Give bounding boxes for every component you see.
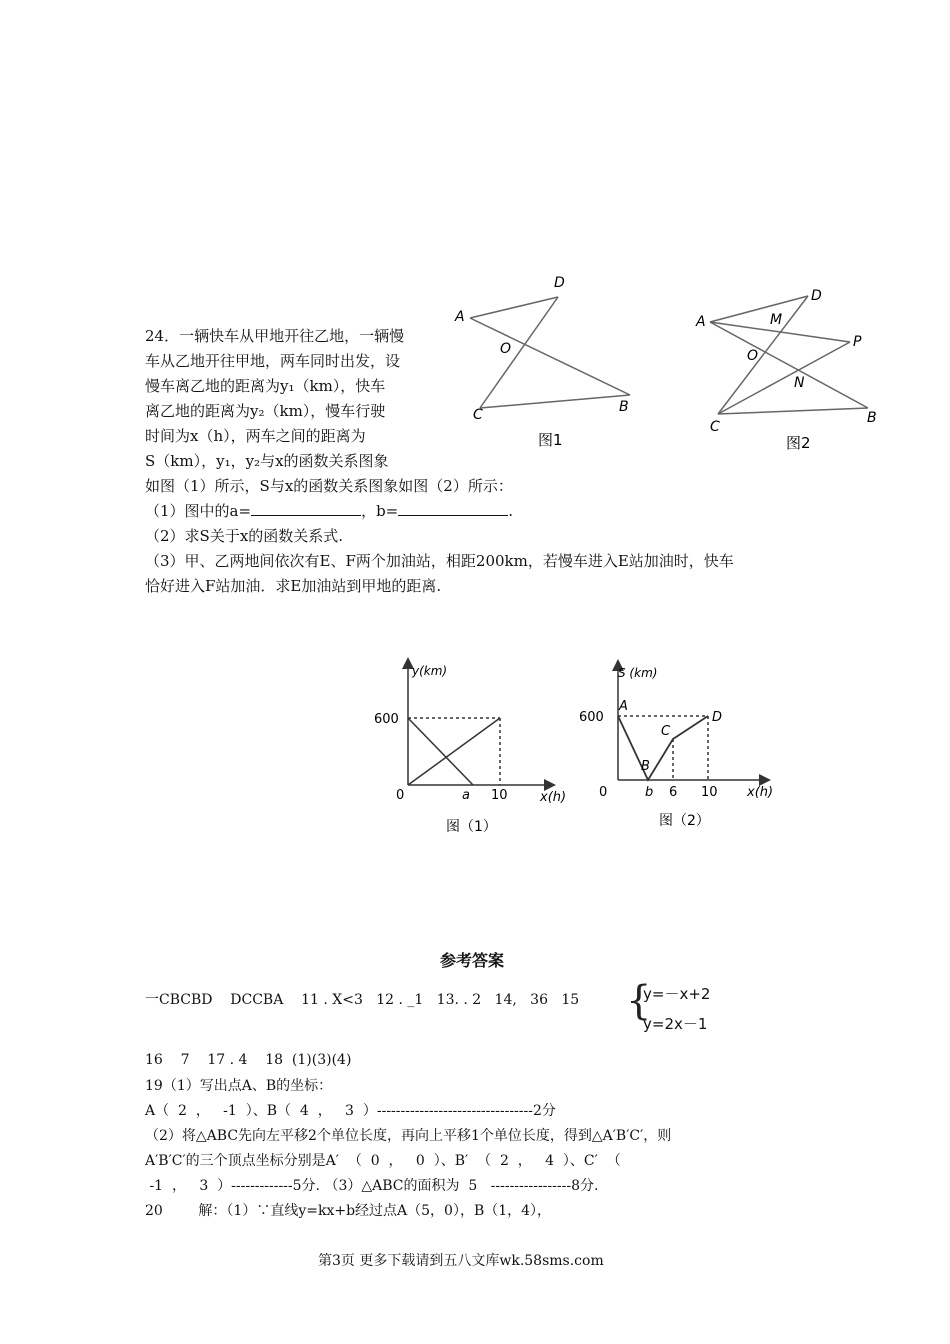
geometry-figure-2 [690,280,890,460]
y-axis-label: y(km) [412,664,448,678]
geometry-figure-1 [440,265,640,455]
question-1: （1）图中的a= ，b= . [145,502,514,520]
problem-line: 离乙地的距离为y₂（km），慢车行驶 [145,402,386,420]
segment-PC [718,342,850,414]
problem-line: 24．一辆快车从甲地开往乙地，一辆慢 [145,327,405,345]
segment-CB [480,395,630,408]
answer-row-6: A′B′C′的三个顶点坐标分别是A′ （ 0 ， 0 ）、B′ （ 2 ， 4 ）、C′ （ [145,1153,621,1169]
point-label-C: C [710,419,720,435]
problem-line: S（km），y₁，y₂与x的函数关系图象 [145,452,389,470]
system-equation-1: y=－x+2 [643,985,711,1003]
line-y2 [408,718,500,785]
point-label-P: P [853,334,862,350]
function-graph-2 [575,655,790,845]
point-label-O: O [500,341,512,357]
segment-AB [470,318,630,395]
tick-label-b: b [645,785,654,800]
tick-label-600: 600 [374,712,399,727]
point-label-B: B [619,399,629,415]
tick-label-10: 10 [701,785,718,800]
function-graph-1 [370,655,570,845]
system-brace: { [626,978,652,1024]
question-3-line-1: （3）甲、乙两地间依次有E、F两个加油站，相距200km，若慢车进入E站加油时，快车 [145,552,734,570]
answer-row-1: 一CBCBD DCCBA 11 . X<3 12 . _1 13. . 2 14, 36 15 [145,992,580,1008]
tick-label-a: a [462,788,470,803]
y-axis-label: S (km) [618,666,658,680]
figure-caption: 图1 [538,431,563,449]
segment-AB [710,322,868,408]
problem-line: 车从乙地开往甲地，两车同时出发，设 [145,352,401,370]
point-label-B: B [641,759,650,774]
segment-DC [718,296,808,414]
problem-line: 慢车离乙地的距离为y₁（km），快车 [145,377,386,395]
graph-caption: 图（1） [446,819,497,835]
question-3-line-2: 恰好进入F站加油．求E加油站到甲地的距离. [145,577,442,595]
origin-label: 0 [599,785,608,800]
point-label-M: M [770,312,783,328]
answer-blank-b[interactable] [398,501,508,516]
answer-row-8: 20 解：（1）∵直线y=kx+b经过点A（5，0），B（1，4）， [145,1203,552,1219]
question-2: （2）求S关于x的函数关系式. [145,527,344,545]
origin-label: 0 [396,788,405,803]
figure-caption: 图2 [786,434,811,452]
point-label-D: D [554,275,565,291]
point-label-O: O [747,348,759,364]
page-footer: 第3页 更多下载请到五八文库wk.58sms.com [318,1253,604,1269]
tick-label-6: 6 [669,785,678,800]
tick-label-600: 600 [579,710,604,725]
problem-line: 如图（1）所示，S与x的函数关系图象如图（2）所示： [145,477,513,495]
answers-title: 参考答案 [440,951,505,970]
tick-label-10: 10 [491,788,508,803]
line-y1 [408,718,473,785]
answer-row-4: A（ 2 ， -1 ）、B（ 4 ， 3 ）---------------------------------2分 [145,1103,556,1119]
point-label-C: C [473,407,483,423]
segment-CB [718,408,868,414]
point-label-N: N [794,375,805,391]
answer-row-5: （2）将△ABC先向左平移2个单位长度，再向上平移1个单位长度，得到△A′B′C′，则 [145,1128,672,1144]
point-label-A: A [619,699,628,714]
x-axis-label: x(h) [540,790,567,805]
x-axis-label: x(h) [747,785,774,800]
point-label-D: D [811,288,822,304]
answer-row-2: 16 7 17 . 4 18 (1)(3)(4) [145,1052,352,1068]
answer-row-7: -1 ， 3 ）-------------5分. （3）△ABC的面积为 5 -----------------8分. [145,1178,599,1194]
segment-AD [710,296,808,322]
point-label-A: A [696,314,706,330]
problem-line: 时间为x（h），两车之间的距离为 [145,427,366,445]
point-label-C: C [661,724,671,739]
point-label-B: B [867,410,877,426]
point-label-D: D [712,710,723,725]
segment-DC [480,297,558,408]
answer-row-3: 19（1）写出点A、B的坐标： [145,1078,333,1094]
graph-caption: 图（2） [659,813,710,829]
system-equation-2: y=2x－1 [643,1015,708,1033]
answer-blank-a[interactable] [251,501,361,516]
point-label-A: A [455,309,465,325]
